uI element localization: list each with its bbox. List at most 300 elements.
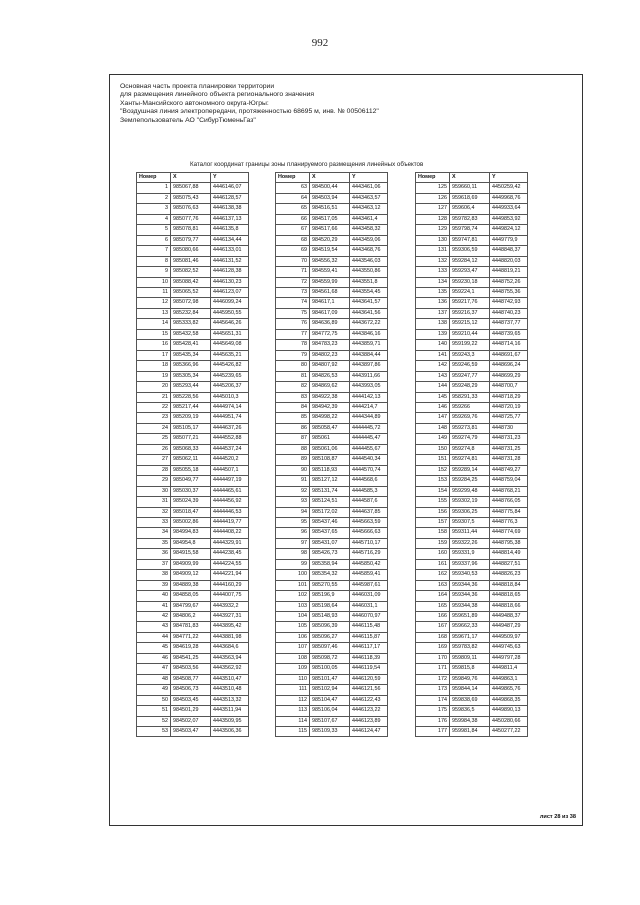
- y-coordinate-cell: 4448739,65: [490, 329, 528, 339]
- x-coordinate-cell: 959284,12: [450, 256, 490, 266]
- y-coordinate-cell: 4446123,07: [211, 287, 249, 297]
- table-row: [416, 674, 528, 684]
- x-coordinate-cell: 984517,05: [310, 214, 350, 224]
- y-coordinate-cell: 4444446,53: [211, 507, 249, 517]
- table-row: [276, 727, 388, 737]
- point-number-cell: 73: [276, 287, 310, 297]
- table-row: [416, 601, 528, 611]
- table-row: [276, 319, 388, 329]
- table-row: [276, 622, 388, 632]
- y-coordinate-cell: 4443459,06: [350, 235, 388, 245]
- y-coordinate-cell: 4449824,12: [490, 225, 528, 235]
- point-number-cell: 102: [276, 591, 310, 601]
- column-header-number: Номер: [416, 173, 450, 183]
- y-coordinate-cell: 4446130,23: [211, 277, 249, 287]
- y-coordinate-cell: 4449779,9: [490, 235, 528, 245]
- y-coordinate-cell: 4449745,63: [490, 643, 528, 653]
- x-coordinate-cell: 959344,36: [450, 591, 490, 601]
- y-coordinate-cell: 4444238,45: [211, 549, 249, 559]
- table-row: [416, 727, 528, 737]
- y-coordinate-cell: 4444497,19: [211, 476, 249, 486]
- point-number-cell: 139: [416, 329, 450, 339]
- y-coordinate-cell: 4443463,12: [350, 204, 388, 214]
- x-coordinate-cell: 959306,25: [450, 507, 490, 517]
- table-row: [137, 340, 249, 350]
- table-row: [137, 246, 249, 256]
- table-row: [416, 517, 528, 527]
- point-number-cell: 6: [137, 235, 171, 245]
- point-number-cell: 77: [276, 329, 310, 339]
- table-row: [137, 256, 249, 266]
- point-number-cell: 138: [416, 319, 450, 329]
- table-row: [276, 528, 388, 538]
- header-line: "Воздушная линия электропередачи, протяженностью 68695 м, инв. № 00506112": [120, 108, 379, 116]
- point-number-cell: 42: [137, 612, 171, 622]
- y-coordinate-cell: 4448776,3: [490, 517, 528, 527]
- table-row: [276, 653, 388, 663]
- y-coordinate-cell: 4444224,55: [211, 559, 249, 569]
- point-number-cell: 143: [416, 371, 450, 381]
- x-coordinate-cell: 985105,17: [171, 423, 211, 433]
- y-coordinate-cell: 4444455,67: [350, 444, 388, 454]
- point-number-cell: 108: [276, 653, 310, 663]
- x-coordinate-cell: 984556,32: [310, 256, 350, 266]
- table-row: [276, 361, 388, 371]
- table-row: [416, 570, 528, 580]
- point-number-cell: 68: [276, 235, 310, 245]
- x-coordinate-cell: 959215,12: [450, 319, 490, 329]
- document-header: [120, 83, 379, 125]
- point-number-cell: 80: [276, 361, 310, 371]
- x-coordinate-cell: 984541,25: [171, 653, 211, 663]
- table-row: [137, 538, 249, 548]
- table-row: [416, 225, 528, 235]
- y-coordinate-cell: 4446121,56: [350, 685, 388, 695]
- x-coordinate-cell: 985106,04: [310, 706, 350, 716]
- x-coordinate-cell: 985270,55: [310, 580, 350, 590]
- y-coordinate-cell: 4444142,13: [350, 392, 388, 402]
- point-number-cell: 168: [416, 632, 450, 642]
- table-row: [137, 706, 249, 716]
- point-number-cell: 31: [137, 497, 171, 507]
- x-coordinate-cell: 959217,76: [450, 298, 490, 308]
- y-coordinate-cell: 4443884,44: [350, 350, 388, 360]
- column-header-y: Y: [490, 173, 528, 183]
- point-number-cell: 110: [276, 674, 310, 684]
- y-coordinate-cell: 4448848,37: [490, 246, 528, 256]
- x-coordinate-cell: 984506,73: [171, 685, 211, 695]
- table-row: [137, 727, 249, 737]
- x-coordinate-cell: 985437,46: [310, 517, 350, 527]
- y-coordinate-cell: 4443546,03: [350, 256, 388, 266]
- point-number-cell: 176: [416, 716, 450, 726]
- table-row: [137, 350, 249, 360]
- x-coordinate-cell: 959662,33: [450, 622, 490, 632]
- y-coordinate-cell: 4443461,06: [350, 183, 388, 193]
- y-coordinate-cell: 4449509,97: [490, 632, 528, 642]
- y-coordinate-cell: 4445651,31: [211, 329, 249, 339]
- table-row: [416, 664, 528, 674]
- point-number-cell: 153: [416, 476, 450, 486]
- y-coordinate-cell: 4443506,36: [211, 727, 249, 737]
- x-coordinate-cell: 985435,34: [171, 350, 211, 360]
- table-row: [137, 277, 249, 287]
- y-coordinate-cell: 4446115,87: [350, 632, 388, 642]
- table-row: [416, 591, 528, 601]
- point-number-cell: 39: [137, 580, 171, 590]
- table-row: [416, 183, 528, 193]
- table-row: [137, 423, 249, 433]
- y-coordinate-cell: 4448818,65: [490, 591, 528, 601]
- x-coordinate-cell: 985102,94: [310, 685, 350, 695]
- point-number-cell: 109: [276, 664, 310, 674]
- point-number-cell: 83: [276, 392, 310, 402]
- x-coordinate-cell: 959224,1: [450, 287, 490, 297]
- point-number-cell: 129: [416, 225, 450, 235]
- x-coordinate-cell: 959210,44: [450, 329, 490, 339]
- table-row: [276, 476, 388, 486]
- table-row: [276, 716, 388, 726]
- table-row: [276, 329, 388, 339]
- point-number-cell: 163: [416, 580, 450, 590]
- y-coordinate-cell: 4448720,19: [490, 402, 528, 412]
- x-coordinate-cell: 984617,1: [310, 298, 350, 308]
- point-number-cell: 32: [137, 507, 171, 517]
- point-number-cell: 134: [416, 277, 450, 287]
- table-row: [416, 329, 528, 339]
- y-coordinate-cell: 4448766,05: [490, 497, 528, 507]
- point-number-cell: 40: [137, 591, 171, 601]
- point-number-cell: 29: [137, 476, 171, 486]
- y-coordinate-cell: 4448696,24: [490, 361, 528, 371]
- table-row: [137, 308, 249, 318]
- table-row: [416, 549, 528, 559]
- point-number-cell: 18: [137, 361, 171, 371]
- point-number-cell: 2: [137, 193, 171, 203]
- point-number-cell: 93: [276, 497, 310, 507]
- x-coordinate-cell: 985098,72: [310, 653, 350, 663]
- y-coordinate-cell: 4445646,26: [211, 319, 249, 329]
- x-coordinate-cell: 985072,98: [171, 298, 211, 308]
- y-coordinate-cell: 4448819,21: [490, 267, 528, 277]
- column-header-x: X: [171, 173, 211, 183]
- y-coordinate-cell: 4445850,42: [350, 559, 388, 569]
- table-row: [137, 204, 249, 214]
- y-coordinate-cell: 4445716,29: [350, 549, 388, 559]
- point-number-cell: 154: [416, 486, 450, 496]
- y-coordinate-cell: 4444456,92: [211, 497, 249, 507]
- table-row: [416, 204, 528, 214]
- table-row: [416, 402, 528, 412]
- point-number-cell: 111: [276, 685, 310, 695]
- point-number-cell: 92: [276, 486, 310, 496]
- point-number-cell: 164: [416, 591, 450, 601]
- y-coordinate-cell: 4448718,29: [490, 392, 528, 402]
- point-number-cell: 165: [416, 601, 450, 611]
- y-coordinate-cell: 4450280,66: [490, 716, 528, 726]
- table-row: [416, 632, 528, 642]
- x-coordinate-cell: 985078,81: [171, 225, 211, 235]
- y-coordinate-cell: 4444329,91: [211, 538, 249, 548]
- x-coordinate-cell: 984520,29: [310, 235, 350, 245]
- x-coordinate-cell: 984516,51: [310, 204, 350, 214]
- point-number-cell: 48: [137, 674, 171, 684]
- table-row: [276, 549, 388, 559]
- x-coordinate-cell: 984942,39: [310, 402, 350, 412]
- table-row: [137, 413, 249, 423]
- y-coordinate-cell: 4448755,36: [490, 287, 528, 297]
- y-coordinate-cell: 4444637,26: [211, 423, 249, 433]
- y-coordinate-cell: 4448700,7: [490, 382, 528, 392]
- table-row: [137, 632, 249, 642]
- table-row: [137, 361, 249, 371]
- point-number-cell: 36: [137, 549, 171, 559]
- point-number-cell: 75: [276, 308, 310, 318]
- x-coordinate-cell: 984503,45: [171, 695, 211, 705]
- y-coordinate-cell: 4444552,88: [211, 434, 249, 444]
- x-coordinate-cell: 985366,96: [171, 361, 211, 371]
- point-number-cell: 90: [276, 465, 310, 475]
- x-coordinate-cell: 984869,62: [310, 382, 350, 392]
- point-number-cell: 148: [416, 423, 450, 433]
- y-coordinate-cell: 4448691,67: [490, 350, 528, 360]
- y-coordinate-cell: 4443927,31: [211, 612, 249, 622]
- y-coordinate-cell: 4448730: [490, 423, 528, 433]
- y-coordinate-cell: 4446135,8: [211, 225, 249, 235]
- y-coordinate-cell: 4448725,77: [490, 413, 528, 423]
- x-coordinate-cell: 985075,43: [171, 193, 211, 203]
- point-number-cell: 25: [137, 434, 171, 444]
- y-coordinate-cell: 4445859,41: [350, 570, 388, 580]
- y-coordinate-cell: 4444419,77: [211, 517, 249, 527]
- y-coordinate-cell: 4446118,39: [350, 653, 388, 663]
- point-number-cell: 85: [276, 413, 310, 423]
- table-row: [276, 674, 388, 684]
- table-row: [276, 632, 388, 642]
- table-row: [137, 570, 249, 580]
- point-number-cell: 7: [137, 246, 171, 256]
- point-number-cell: 41: [137, 601, 171, 611]
- point-number-cell: 113: [276, 706, 310, 716]
- table-row: [276, 246, 388, 256]
- x-coordinate-cell: 985049,77: [171, 476, 211, 486]
- table-row: [416, 308, 528, 318]
- point-number-cell: 47: [137, 664, 171, 674]
- table-row: [276, 444, 388, 454]
- x-coordinate-cell: 985076,63: [171, 204, 211, 214]
- table-row: [137, 225, 249, 235]
- point-number-cell: 135: [416, 287, 450, 297]
- point-number-cell: 147: [416, 413, 450, 423]
- y-coordinate-cell: 4446031,09: [350, 591, 388, 601]
- y-coordinate-cell: 4449811,4: [490, 664, 528, 674]
- y-coordinate-cell: 4445950,55: [211, 308, 249, 318]
- table-row: [276, 308, 388, 318]
- y-coordinate-cell: 4443563,94: [211, 653, 249, 663]
- y-coordinate-cell: 4446146,07: [211, 183, 249, 193]
- point-number-cell: 89: [276, 455, 310, 465]
- x-coordinate-cell: 984561,68: [310, 287, 350, 297]
- column-header-y: Y: [211, 173, 249, 183]
- x-coordinate-cell: 959747,81: [450, 235, 490, 245]
- point-number-cell: 149: [416, 434, 450, 444]
- table-row: [276, 507, 388, 517]
- point-number-cell: 72: [276, 277, 310, 287]
- y-coordinate-cell: 4448759,04: [490, 476, 528, 486]
- point-number-cell: 158: [416, 528, 450, 538]
- y-coordinate-cell: 4445987,61: [350, 580, 388, 590]
- point-number-cell: 145: [416, 392, 450, 402]
- table-row: [416, 559, 528, 569]
- x-coordinate-cell: 985437,65: [310, 528, 350, 538]
- y-coordinate-cell: 4444587,6: [350, 497, 388, 507]
- document-sheet: [109, 74, 583, 826]
- table-row: [137, 434, 249, 444]
- point-number-cell: 177: [416, 727, 450, 737]
- y-coordinate-cell: 4449933,64: [490, 204, 528, 214]
- table-row: [276, 340, 388, 350]
- table-row: [416, 298, 528, 308]
- x-coordinate-cell: 984619,28: [171, 643, 211, 653]
- point-number-cell: 115: [276, 727, 310, 737]
- x-coordinate-cell: 959230,18: [450, 277, 490, 287]
- coordinates-table-2: [275, 172, 388, 737]
- point-number-cell: 24: [137, 423, 171, 433]
- point-number-cell: 160: [416, 549, 450, 559]
- x-coordinate-cell: 959306,59: [450, 246, 490, 256]
- table-row: [276, 402, 388, 412]
- point-number-cell: 100: [276, 570, 310, 580]
- table-row: [416, 486, 528, 496]
- table-row: [137, 497, 249, 507]
- y-coordinate-cell: 4446133,01: [211, 246, 249, 256]
- table-row: [276, 434, 388, 444]
- table-row: [416, 371, 528, 381]
- coordinates-table-3: [415, 172, 528, 737]
- point-number-cell: 37: [137, 559, 171, 569]
- point-number-cell: 27: [137, 455, 171, 465]
- x-coordinate-cell: 984559,99: [310, 277, 350, 287]
- x-coordinate-cell: 959344,36: [450, 580, 490, 590]
- table-row: [416, 340, 528, 350]
- point-number-cell: 74: [276, 298, 310, 308]
- x-coordinate-cell: 959836,5: [450, 706, 490, 716]
- x-coordinate-cell: 985101,47: [310, 674, 350, 684]
- y-coordinate-cell: 4443993,05: [350, 382, 388, 392]
- x-coordinate-cell: 984807,92: [310, 361, 350, 371]
- point-number-cell: 70: [276, 256, 310, 266]
- x-coordinate-cell: 985088,42: [171, 277, 211, 287]
- table-row: [416, 423, 528, 433]
- x-coordinate-cell: 959248,29: [450, 382, 490, 392]
- point-number-cell: 76: [276, 319, 310, 329]
- x-coordinate-cell: 984998,22: [310, 413, 350, 423]
- point-number-cell: 128: [416, 214, 450, 224]
- y-coordinate-cell: 4445206,37: [211, 382, 249, 392]
- point-number-cell: 81: [276, 371, 310, 381]
- x-coordinate-cell: 959344,38: [450, 601, 490, 611]
- table-row: [416, 716, 528, 726]
- header-line: Основная часть проекта планировки территории: [120, 83, 275, 90]
- y-coordinate-cell: 4448731,25: [490, 444, 528, 454]
- point-number-cell: 141: [416, 350, 450, 360]
- point-number-cell: 65: [276, 204, 310, 214]
- column-header-x: X: [310, 173, 350, 183]
- x-coordinate-cell: 984519,54: [310, 246, 350, 256]
- point-number-cell: 140: [416, 340, 450, 350]
- table-row: [276, 455, 388, 465]
- column-header-y: Y: [350, 173, 388, 183]
- column-header-number: Номер: [276, 173, 310, 183]
- table-row: [416, 392, 528, 402]
- point-number-cell: 44: [137, 632, 171, 642]
- point-number-cell: 8: [137, 256, 171, 266]
- point-number-cell: 97: [276, 538, 310, 548]
- x-coordinate-cell: 985217,44: [171, 402, 211, 412]
- table-row: [416, 695, 528, 705]
- x-coordinate-cell: 985428,41: [171, 340, 211, 350]
- point-number-cell: 79: [276, 350, 310, 360]
- x-coordinate-cell: 959311,44: [450, 528, 490, 538]
- point-number-cell: 43: [137, 622, 171, 632]
- point-number-cell: 136: [416, 298, 450, 308]
- x-coordinate-cell: 984806,2: [171, 612, 211, 622]
- point-number-cell: 166: [416, 612, 450, 622]
- header-line: Землепользователь АО "СибурТюменьГаз": [120, 116, 256, 124]
- point-number-cell: 88: [276, 444, 310, 454]
- y-coordinate-cell: 4444520,2: [211, 455, 249, 465]
- x-coordinate-cell: 984994,83: [171, 528, 211, 538]
- point-number-cell: 103: [276, 601, 310, 611]
- x-coordinate-cell: 985196,9: [310, 591, 350, 601]
- x-coordinate-cell: 959199,22: [450, 340, 490, 350]
- y-coordinate-cell: 4443513,32: [211, 695, 249, 705]
- table-row: [416, 476, 528, 486]
- x-coordinate-cell: 959266: [450, 402, 490, 412]
- x-coordinate-cell: 985081,46: [171, 256, 211, 266]
- x-coordinate-cell: 959849,76: [450, 674, 490, 684]
- table-row: [137, 444, 249, 454]
- table-row: [276, 382, 388, 392]
- point-number-cell: 101: [276, 580, 310, 590]
- y-coordinate-cell: 4448826,23: [490, 570, 528, 580]
- y-coordinate-cell: 4448752,26: [490, 277, 528, 287]
- y-coordinate-cell: 4449797,28: [490, 653, 528, 663]
- y-coordinate-cell: 4445649,08: [211, 340, 249, 350]
- point-number-cell: 69: [276, 246, 310, 256]
- table-row: [137, 559, 249, 569]
- table-row: [416, 434, 528, 444]
- x-coordinate-cell: 959660,11: [450, 183, 490, 193]
- x-coordinate-cell: 959340,53: [450, 570, 490, 580]
- x-coordinate-cell: 959289,14: [450, 465, 490, 475]
- y-coordinate-cell: 4445635,21: [211, 350, 249, 360]
- point-number-cell: 19: [137, 371, 171, 381]
- x-coordinate-cell: 985305,34: [171, 371, 211, 381]
- table-row: [137, 643, 249, 653]
- table-row: [276, 580, 388, 590]
- x-coordinate-cell: 959809,11: [450, 653, 490, 663]
- x-coordinate-cell: 959815,8: [450, 664, 490, 674]
- y-coordinate-cell: 4448768,21: [490, 486, 528, 496]
- x-coordinate-cell: 985118,93: [310, 465, 350, 475]
- table-row: [137, 329, 249, 339]
- point-number-cell: 126: [416, 193, 450, 203]
- point-number-cell: 130: [416, 235, 450, 245]
- y-coordinate-cell: 4443897,86: [350, 361, 388, 371]
- x-coordinate-cell: 984799,67: [171, 601, 211, 611]
- y-coordinate-cell: 4446031,1: [350, 601, 388, 611]
